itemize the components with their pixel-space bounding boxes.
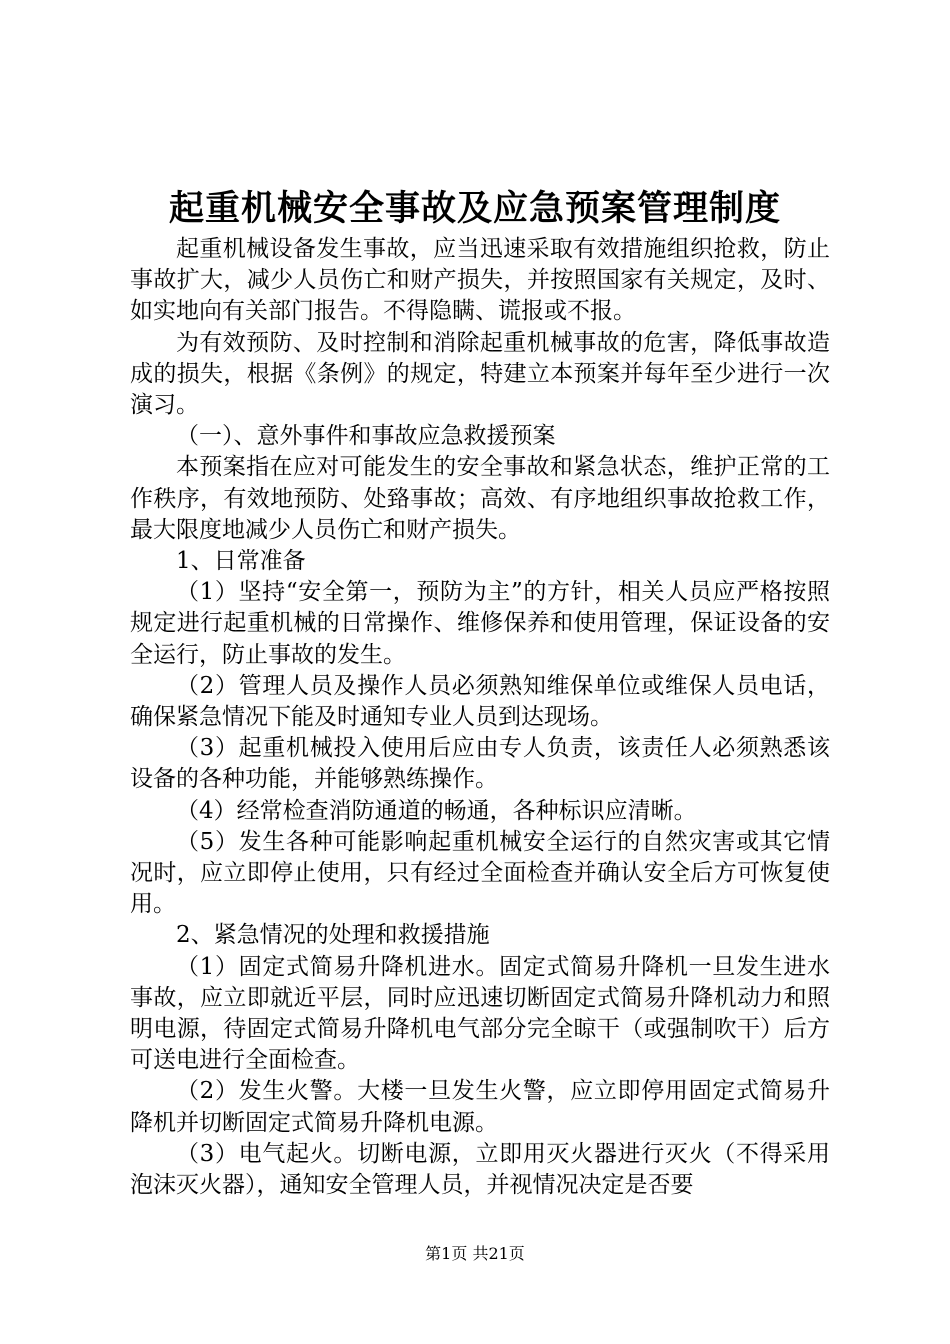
list-item: （2）发生火警。大楼一旦发生火警，应立即停用固定式简易升降机并切断固定式简易升降机电源。 (130, 1078, 830, 1136)
list-item: （2）管理人员及操作人员必须熟知维保单位或维保人员电话，确保紧急情况下能及时通知专业人员到达现场。 (130, 672, 830, 731)
section-heading: （一）、意外事件和事故应急救援预案 (176, 423, 556, 450)
list-item: （1）固定式简易升降机进水。固定式简易升降机一旦发生进水事故，应立即就近平层，同时应迅速切断固定式简易升降机动力和照明电源，待固定式简易升降机电气部分完全晾干（或强制吹干）后方可送电进行全面检查。 (130, 953, 830, 1074)
page-number: 第1页 共21页 (425, 1244, 525, 1263)
document-title: 起重机械安全事故及应急预案管理制度 (168, 188, 781, 229)
list-item: （3）电气起火。切断电源，立即用灭火器进行灭火（不得采用泡沫灭火器），通知安全管理人员，并视情况决定是否要 (130, 1140, 830, 1199)
subsection-heading: 2、紧急情况的处理和救援措施 (176, 922, 490, 949)
document-body (130, 234, 830, 1201)
list-item: （4）经常检查消防通道的畅通，各种标识应清晰。 (176, 797, 697, 824)
list-item: （1）坚持“安全第一，预防为主”的方针，相关人员应严格按照规定进行起重机械的日常操作、维修保养和使用管理，保证设备的安全运行，防止事故的发生。 (130, 579, 830, 668)
paragraph: 为有效预防、及时控制和消除起重机械事故的危害，降低事故造成的损失，根据《条例》的规定，特建立本预案并每年至少进行一次演习。 (130, 329, 830, 419)
subsection-heading: 1、日常准备 (176, 548, 306, 575)
list-item: （3）起重机械投入使用后应由专人负责，该责任人必须熟悉该设备的各种功能，并能够熟练操作。 (130, 735, 830, 793)
paragraph: 本预案指在应对可能发生的安全事故和紧急状态，维护正常的工作秩序，有效地预防、处臵事故；高效、有序地组织事故抢救工作，最大限度地减少人员伤亡和财产损失。 (130, 454, 830, 543)
paragraph: 起重机械设备发生事故，应当迅速采取有效措施组织抢救，防止事故扩大，减少人员伤亡和财产损失，并按照国家有关规定，及时、如实地向有关部门报告。不得隐瞒、谎报或不报。 (130, 236, 830, 325)
list-item: （5）发生各种可能影响起重机械安全运行的自然灾害或其它情况时，应立即停止使用，只有经过全面检查并确认安全后方可恢复使用。 (130, 828, 830, 918)
